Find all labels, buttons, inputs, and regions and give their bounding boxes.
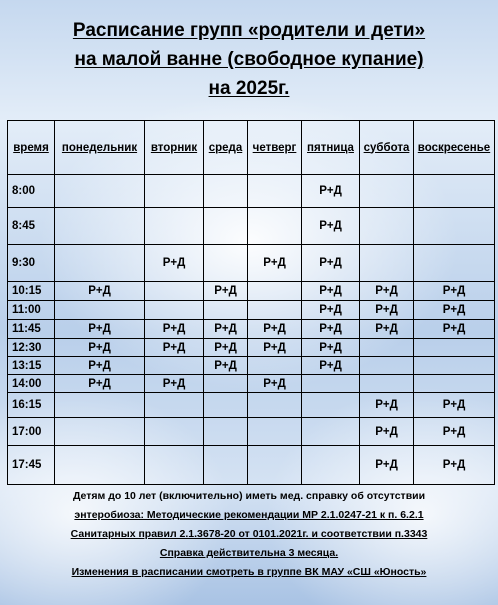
schedule-cell <box>145 175 204 208</box>
schedule-cell <box>204 245 248 282</box>
table-row <box>8 282 495 301</box>
schedule-cell: Р+Д <box>204 339 248 357</box>
schedule-cell <box>55 175 145 208</box>
schedule-cell <box>360 357 414 375</box>
time-cell: 12:30 <box>8 339 55 357</box>
schedule-cell: Р+Д <box>248 245 302 282</box>
schedule-cell <box>414 175 495 208</box>
schedule-table <box>7 120 495 485</box>
schedule-cell <box>204 446 248 485</box>
table-row <box>8 320 495 339</box>
time-cell: 10:15 <box>8 282 55 301</box>
schedule-cell: Р+Д <box>248 375 302 393</box>
table-row <box>8 245 495 282</box>
note-line-4: Справка действительна 3 месяца. <box>159 547 339 559</box>
schedule-cell: Р+Д <box>55 375 145 393</box>
table-row <box>8 339 495 357</box>
schedule-cell: Р+Д <box>145 339 204 357</box>
schedule-cell: Р+Д <box>145 320 204 339</box>
schedule-cell <box>248 393 302 418</box>
header-monday: понедельник <box>55 121 145 175</box>
schedule-cell <box>248 301 302 320</box>
schedule-cell: Р+Д <box>55 282 145 301</box>
table-row <box>8 418 495 446</box>
note-line-1: Детям до 10 лет (включительно) иметь мед. справку об отсутствии <box>72 490 426 502</box>
schedule-cell <box>414 208 495 245</box>
header-sunday: воскресенье <box>414 121 495 175</box>
schedule-cell <box>204 393 248 418</box>
schedule-cell <box>248 446 302 485</box>
schedule-cell <box>414 357 495 375</box>
schedule-cell <box>55 418 145 446</box>
note-line-2: энтеробиоза: Методические рекомендации МР 2.1.0247-21 к п. 6.2.1 <box>74 509 424 521</box>
note-line-3: Санитарных правил 2.1.3678-20 от 0101.2021г. и соответствии п.3343 <box>70 528 428 540</box>
time-cell: 11:00 <box>8 301 55 320</box>
page-title <box>0 16 498 103</box>
table-row <box>8 375 495 393</box>
title-line-2: на малой ванне (свободное купание) <box>74 49 424 70</box>
schedule-cell <box>248 418 302 446</box>
schedule-cell: Р+Д <box>414 301 495 320</box>
schedule-cell <box>145 418 204 446</box>
time-cell: 8:45 <box>8 208 55 245</box>
time-cell: 16:15 <box>8 393 55 418</box>
schedule-cell <box>360 208 414 245</box>
schedule-cell: Р+Д <box>360 393 414 418</box>
schedule-cell: Р+Д <box>302 282 360 301</box>
schedule-cell <box>248 282 302 301</box>
header-row <box>8 121 495 175</box>
header-saturday: суббота <box>360 121 414 175</box>
schedule-cell <box>302 446 360 485</box>
schedule-cell <box>248 175 302 208</box>
schedule-cell: Р+Д <box>248 339 302 357</box>
schedule-cell <box>145 446 204 485</box>
schedule-cell <box>360 245 414 282</box>
schedule-cell: Р+Д <box>302 301 360 320</box>
schedule-cell <box>414 375 495 393</box>
schedule-cell <box>360 375 414 393</box>
schedule-cell <box>145 282 204 301</box>
table-row <box>8 175 495 208</box>
schedule-cell: Р+Д <box>414 320 495 339</box>
schedule-cell: Р+Д <box>302 339 360 357</box>
schedule-cell <box>145 301 204 320</box>
table-row <box>8 301 495 320</box>
schedule-cell: Р+Д <box>55 320 145 339</box>
schedule-cell: Р+Д <box>302 208 360 245</box>
schedule-cell <box>55 393 145 418</box>
schedule-cell <box>55 446 145 485</box>
schedule-cell <box>204 175 248 208</box>
schedule-cell: Р+Д <box>145 375 204 393</box>
schedule-cell <box>248 357 302 375</box>
schedule-cell <box>55 208 145 245</box>
schedule-cell: Р+Д <box>360 282 414 301</box>
schedule-cell <box>204 418 248 446</box>
schedule-cell <box>302 375 360 393</box>
schedule-cell <box>145 393 204 418</box>
title-line-3: на 2025г. <box>208 78 290 99</box>
time-cell: 8:00 <box>8 175 55 208</box>
footer-notes <box>0 487 498 582</box>
schedule-cell: Р+Д <box>414 418 495 446</box>
schedule-cell <box>360 175 414 208</box>
header-wednesday: среда <box>204 121 248 175</box>
schedule-cell: Р+Д <box>302 175 360 208</box>
time-cell: 13:15 <box>8 357 55 375</box>
schedule-cell <box>55 301 145 320</box>
schedule-cell: Р+Д <box>204 320 248 339</box>
schedule-cell: Р+Д <box>360 320 414 339</box>
schedule-cell <box>302 393 360 418</box>
time-cell: 14:00 <box>8 375 55 393</box>
schedule-cell: Р+Д <box>414 446 495 485</box>
time-cell: 9:30 <box>8 245 55 282</box>
header-time: время <box>8 121 55 175</box>
note-line-5: Изменения в расписании смотреть в группе ВК МАУ «СШ «Юность» <box>71 566 427 578</box>
schedule-cell: Р+Д <box>360 301 414 320</box>
schedule-cell <box>414 339 495 357</box>
schedule-cell <box>145 357 204 375</box>
schedule-cell <box>360 339 414 357</box>
table-row <box>8 393 495 418</box>
schedule-cell: Р+Д <box>360 446 414 485</box>
schedule-cell: Р+Д <box>414 282 495 301</box>
schedule-cell: Р+Д <box>360 418 414 446</box>
title-line-1: Расписание групп «родители и дети» <box>72 20 426 41</box>
table-row <box>8 357 495 375</box>
schedule-cell <box>302 418 360 446</box>
header-tuesday: вторник <box>145 121 204 175</box>
schedule-cell <box>55 245 145 282</box>
schedule-cell: Р+Д <box>302 320 360 339</box>
schedule-cell: Р+Д <box>204 357 248 375</box>
time-cell: 11:45 <box>8 320 55 339</box>
header-thursday: четверг <box>248 121 302 175</box>
schedule-cell <box>204 375 248 393</box>
schedule-cell: Р+Д <box>414 393 495 418</box>
schedule-cell: Р+Д <box>55 357 145 375</box>
schedule-cell <box>248 208 302 245</box>
schedule-cell: Р+Д <box>302 357 360 375</box>
schedule-cell <box>145 208 204 245</box>
schedule-cell: Р+Д <box>204 282 248 301</box>
table-row <box>8 208 495 245</box>
schedule-cell <box>414 245 495 282</box>
time-cell: 17:45 <box>8 446 55 485</box>
time-cell: 17:00 <box>8 418 55 446</box>
schedule-cell: Р+Д <box>55 339 145 357</box>
schedule-cell: Р+Д <box>248 320 302 339</box>
schedule-cell <box>204 208 248 245</box>
schedule-cell: Р+Д <box>302 245 360 282</box>
header-friday: пятница <box>302 121 360 175</box>
schedule-cell <box>204 301 248 320</box>
table-row <box>8 446 495 485</box>
schedule-cell: Р+Д <box>145 245 204 282</box>
